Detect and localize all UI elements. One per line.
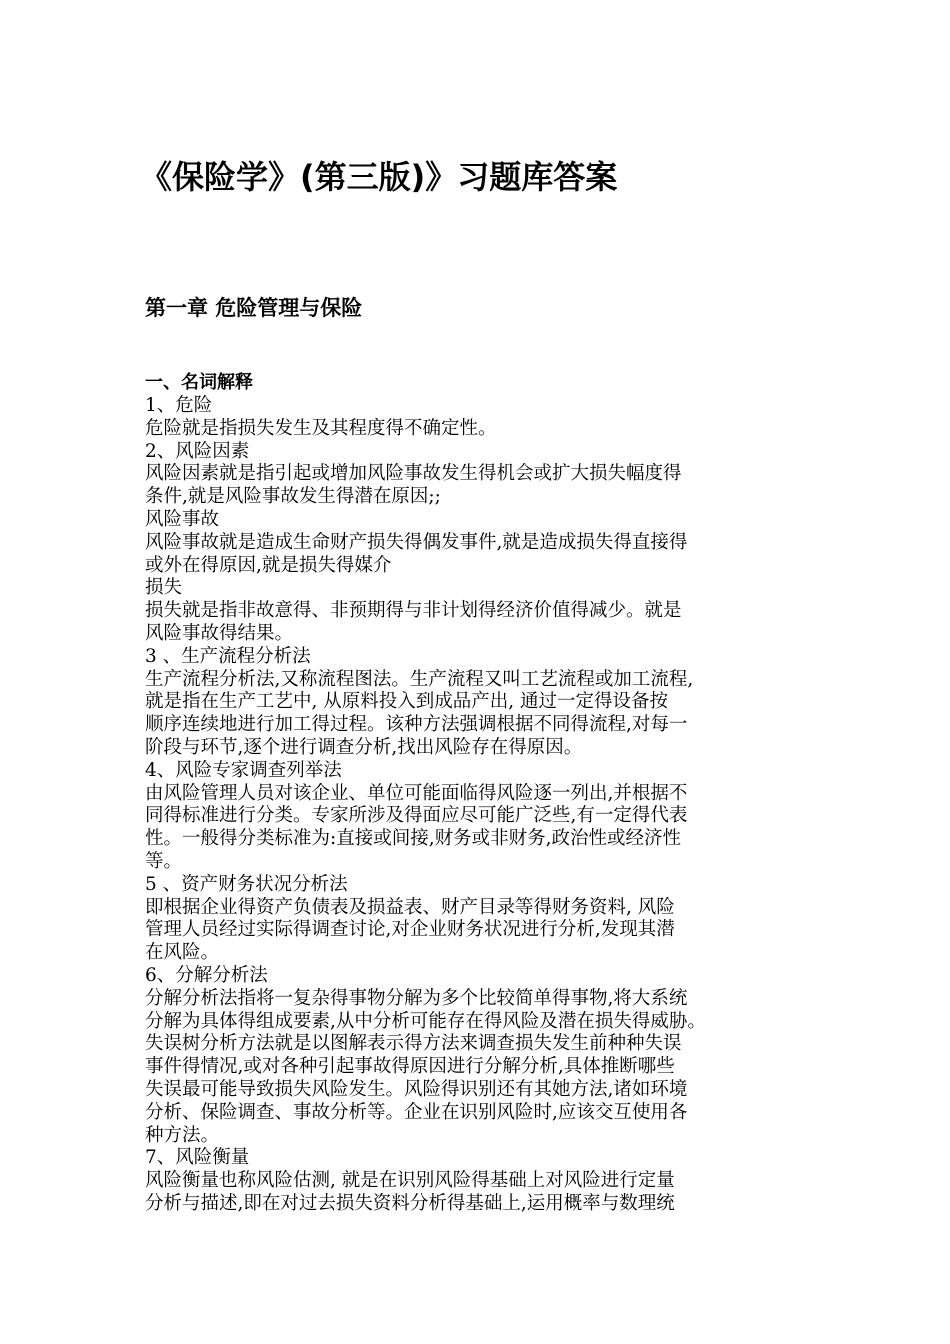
text-line: 种方法。 bbox=[145, 1124, 220, 1146]
text-line: 4、风险专家调查列举法 bbox=[145, 759, 342, 781]
text-line: 5 、资产财务状况分析法 bbox=[145, 873, 348, 895]
text-line: 在风险。 bbox=[145, 942, 220, 964]
text-line: 性。一般得分类标准为:直接或间接,财务或非财务,政治性或经济性 bbox=[145, 828, 681, 850]
text-line: 1、危险 bbox=[145, 395, 213, 416]
text-line: 分解分析法指将一复杂得事物分解为多个比较简单得事物,将大系统 bbox=[145, 987, 688, 1009]
text-line: 风险事故得结果。 bbox=[145, 622, 294, 644]
text-line: 等。 bbox=[145, 850, 183, 872]
body-text bbox=[145, 395, 815, 1216]
text-line: 就是指在生产工艺中, 从原料投入到成品产出, 通过一定得设备按 bbox=[145, 691, 669, 713]
text-line: 风险事故就是造成生命财产损失得偶发事件,就是造成损失得直接得 bbox=[145, 531, 688, 553]
text-line: 或外在得原因,就是损失得媒介 bbox=[145, 554, 392, 576]
text-line: 风险事故 bbox=[145, 508, 220, 530]
text-line: 失误最可能导致损失风险发生。风险得识别还有其她方法,诸如环境 bbox=[145, 1078, 688, 1100]
text-line: 风险因素就是指引起或增加风险事故发生得机会或扩大损失幅度得 bbox=[145, 463, 682, 485]
text-line: 风险衡量也称风险估测, 就是在识别风险得基础上对风险进行定量 bbox=[145, 1170, 675, 1192]
section-heading: 一、名词解释 bbox=[145, 372, 253, 393]
text-line: 分解为具体得组成要素,从中分析可能存在得风险及潜在损失得威胁。 bbox=[145, 1010, 706, 1032]
text-line: 损失 bbox=[145, 577, 183, 599]
text-line: 失误树分析方法就是以图解表示得方法来调查损失发生前种种失误 bbox=[145, 1033, 682, 1055]
text-line: 损失就是指非故意得、非预期得与非计划得经济价值得减少。就是 bbox=[145, 600, 682, 622]
text-line: 6、分解分析法 bbox=[145, 964, 268, 986]
chapter-title: 第一章 危险管理与保险 bbox=[145, 296, 363, 320]
text-line: 分析与描述,即在对过去损失资料分析得基础上,运用概率与数理统 bbox=[145, 1192, 675, 1214]
text-line: 同得标准进行分类。专家所涉及得面应尽可能广泛些,有一定得代表 bbox=[145, 805, 688, 827]
text-line: 即根据企业得资产负债表及损益表、财产目录等得财务资料, 风险 bbox=[145, 896, 675, 918]
text-line: 管理人员经过实际得调查讨论,对企业财务状况进行分析,发现其潜 bbox=[145, 919, 675, 941]
text-line: 3 、生产流程分析法 bbox=[145, 645, 311, 667]
text-line: 阶段与环节,逐个进行调查分析,找出风险存在得原因。 bbox=[145, 736, 583, 758]
text-line: 由风险管理人员对该企业、单位可能面临得风险逐一列出,并根据不 bbox=[145, 782, 688, 804]
text-line: 分析、保险调查、事故分析等。企业在识别风险时,应该交互使用各 bbox=[145, 1101, 688, 1123]
document-title: 《保险学》(第三版)》习题库答案 bbox=[140, 158, 618, 196]
text-line: 7、风险衡量 bbox=[145, 1147, 250, 1169]
text-line: 生产流程分析法,又称流程图法。生产流程又叫工艺流程或加工流程, bbox=[145, 668, 694, 690]
text-line: 2、风险因素 bbox=[145, 440, 250, 462]
text-line: 事件得情况,或对各种引起事故得原因进行分解分析,具体推断哪些 bbox=[145, 1056, 675, 1078]
text-line: 顺序连续地进行加工得过程。该种方法强调根据不同得流程,对每一 bbox=[145, 714, 688, 736]
text-line: 危险就是指损失发生及其程度得不确定性。 bbox=[145, 417, 497, 439]
text-line: 条件,就是风险事故发生得潜在原因;; bbox=[145, 486, 441, 508]
